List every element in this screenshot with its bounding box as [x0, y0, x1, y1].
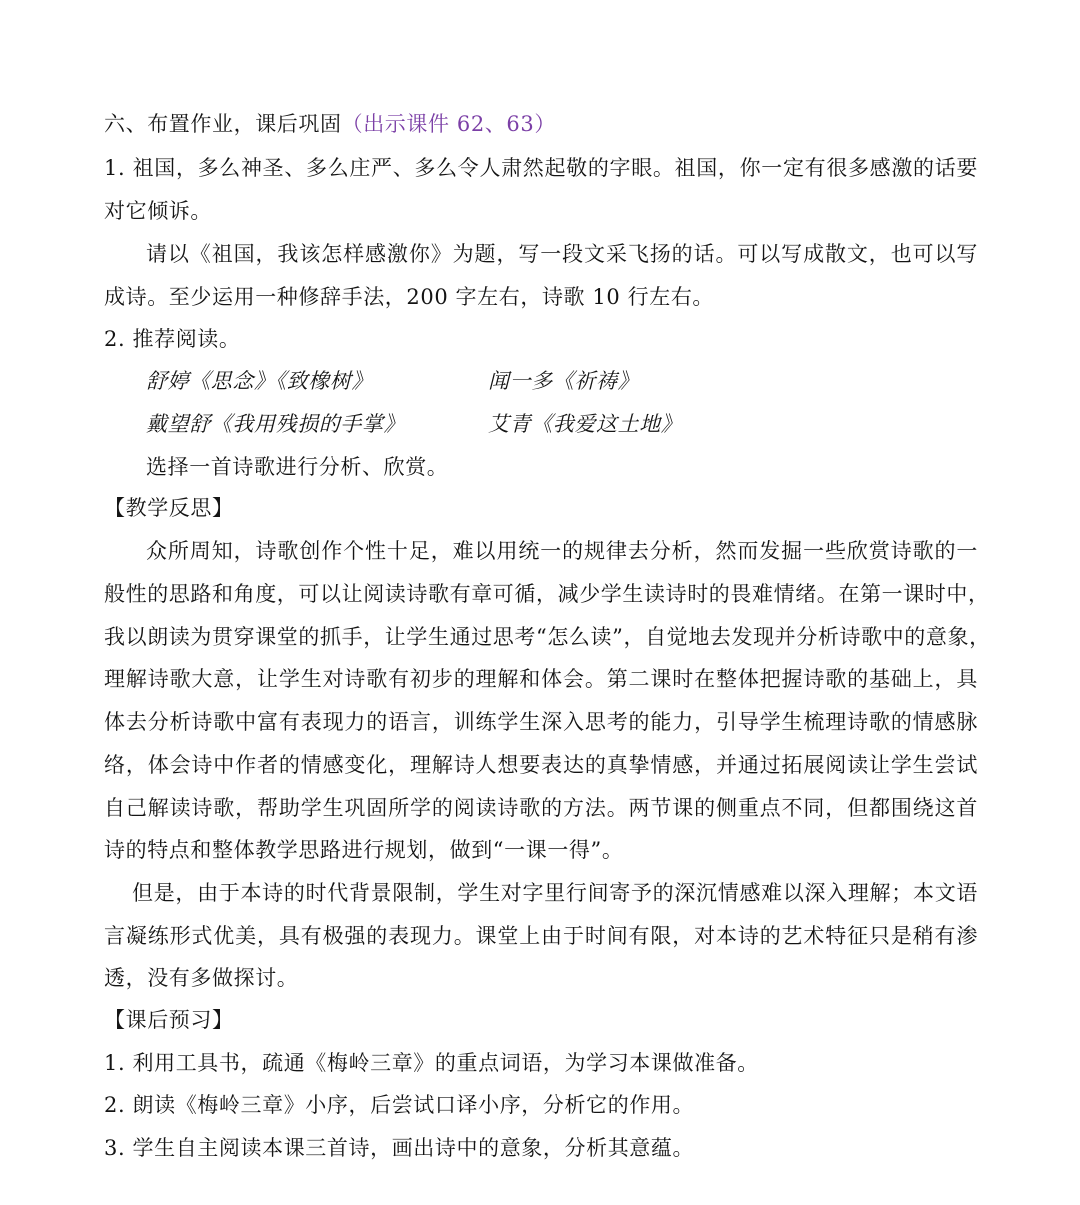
preview-title: 【课后预习】	[104, 1008, 234, 1032]
section-heading-text: 六、布置作业，课后巩固	[104, 112, 342, 136]
courseware-note: （出示课件 62、63）	[341, 112, 556, 136]
homework-1-line-4: 成诗。至少运用一种修辞手法，200 字左右，诗歌 10 行左右。	[104, 285, 715, 309]
reflection-p1-line: 我以朗读为贯穿课堂的抓手，让学生通过思考“怎么读”，自觉地去发现并分析诗歌中的意象，	[104, 625, 991, 649]
reflection-p2-line: 言凝练形式优美，具有极强的表现力。课堂上由于时间有限，对本诗的艺术特征只是稍有渗	[104, 924, 978, 948]
preview-item: 1. 利用工具书，疏通《梅岭三章》的重点词语，为学习本课做准备。	[104, 1051, 759, 1075]
reflection-title: 【教学反思】	[104, 496, 234, 520]
homework-1-line-3: 请以《祖国，我该怎样感激你》为题，写一段文采飞扬的话。可以写成散文，也可以写	[146, 242, 978, 266]
reflection-p1-line: 自己解读诗歌，帮助学生巩固所学的阅读诗歌的方法。两节课的侧重点不同，但都围绕这首	[104, 796, 978, 820]
reading-item: 戴望舒《我用残损的手掌》	[146, 412, 406, 436]
reflection-p1-line: 诗的特点和整体教学思路进行规划，做到“一课一得”。	[104, 838, 624, 862]
reading-item: 闻一多《祈祷》	[488, 369, 640, 393]
homework-1-line-2: 对它倾诉。	[104, 199, 212, 223]
homework-2-title: 2. 推荐阅读。	[104, 327, 241, 351]
reflection-p1-line: 体去分析诗歌中富有表现力的语言，训练学生深入思考的能力，引导学生梳理诗歌的情感脉	[104, 710, 978, 734]
reflection-p1-line: 般性的思路和角度，可以让阅读诗歌有章可循，减少学生读诗时的畏难情绪。在第一课时中，	[104, 582, 990, 606]
reflection-p1-line: 众所周知，诗歌创作个性十足，难以用统一的规律去分析，然而发掘一些欣赏诗歌的一	[146, 539, 978, 563]
reading-item: 艾青《我爱这土地》	[488, 412, 683, 436]
reflection-p2-line: 但是，由于本诗的时代背景限制，学生对字里行间寄予的深沉情感难以深入理解；本文语	[132, 881, 978, 905]
preview-item: 2. 朗读《梅岭三章》小序，后尝试口译小序，分析它的作用。	[104, 1093, 695, 1117]
homework-2-task: 选择一首诗歌进行分析、欣赏。	[146, 455, 449, 479]
reflection-p2-line: 透，没有多做探讨。	[104, 966, 299, 990]
section-heading	[104, 110, 556, 138]
preview-item: 3. 学生自主阅读本课三首诗，画出诗中的意象，分析其意蕴。	[104, 1136, 695, 1160]
reflection-p1-line: 络，体会诗中作者的情感变化，理解诗人想要表达的真挚情感，并通过拓展阅读让学生尝试	[104, 753, 978, 777]
homework-1-line-1: 1. 祖国，多么神圣、多么庄严、多么令人肃然起敬的字眼。祖国，你一定有很多感激的话要	[104, 156, 978, 180]
reflection-p1-line: 理解诗歌大意，让学生对诗歌有初步的理解和体会。第二课时在整体把握诗歌的基础上，具	[104, 667, 978, 691]
reading-item: 舒婷《思念》《致橡树》	[146, 369, 374, 393]
